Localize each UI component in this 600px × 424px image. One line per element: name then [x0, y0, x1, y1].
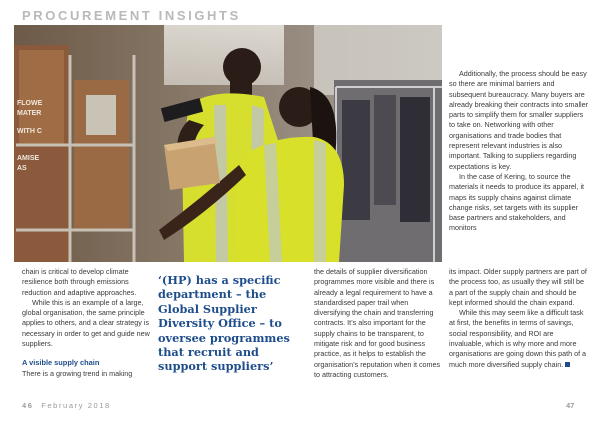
pull-quote: ‘(HP) has a specific department – the Global Supplier Diversity Office – to oversee programmes that recruit and support suppliers’ — [158, 273, 290, 374]
body-paragraph — [449, 308, 589, 370]
closing-sentence: While this may seem like a difficult task at first, the benefits in terms of savings, social responsibility, and ROI are invaluable, which is why more and more organisations are going down this path of a much more diversified supply chain. — [449, 308, 587, 369]
body-paragraph: In the case of Kering, to source the materials it needs to produce its apparel, it maps its supply chains against climate change risks, set targets with its supplier base partners and stakeholders, and monitors — [449, 171, 585, 233]
hero-photo — [14, 25, 442, 262]
article-column-4 — [449, 267, 589, 370]
page-number-right: 47 — [566, 401, 575, 410]
end-mark-icon — [565, 362, 570, 367]
section-header: PROCUREMENT INSIGHTS — [22, 8, 241, 23]
footer-left — [22, 401, 111, 410]
body-paragraph: chain is critical to develop climate resilience both through emissions reduction and adaptive approaches. — [22, 267, 137, 297]
body-paragraph: While this is an example of a large, global organisation, the same principle applies to others, and a clear strategy is necessary in order to get and guide new suppliers. — [22, 297, 150, 349]
article-column-1 — [22, 267, 152, 379]
page-number-left: 46 — [22, 401, 34, 410]
body-paragraph: Additionally, the process should be easy so there are minimal barriers and subsequent bureaucracy. Many buyers are already breaking their contracts into smaller parts to simplify them for smaller suppliers to take on. Networking with other organisations and trade bodies that represent relevant industries is also important. Talking to suppliers regarding expectations is key. — [449, 69, 589, 171]
article-column-right — [449, 69, 589, 234]
box-label: MATER — [17, 110, 42, 117]
subheading: A visible supply chain — [22, 358, 100, 368]
body-paragraph: the details of supplier diversification programmes more visible and there is already a legal requirement to have a standardised paper trail when diversifying the chain and transferring contracts. It’s also important for the supply chains to be transparent, to mitigate risk and for good business practice, as it helps to establish the organisation’s reputation when it comes to attracting customers. — [314, 267, 441, 379]
article-column-3 — [314, 267, 446, 380]
box-label: FLOWE — [17, 100, 43, 107]
body-paragraph: There is a growing trend in making — [22, 368, 133, 378]
box-label: AS — [17, 165, 27, 172]
box-label: AMISE — [17, 155, 40, 162]
body-paragraph: its impact. Older supply partners are part of the process too, as usually they will still be a part of the supply chain and should be kept informed should the chain expand. — [449, 267, 587, 307]
box-label: WITH C — [17, 128, 42, 135]
issue-date: February 2018 — [41, 401, 111, 410]
